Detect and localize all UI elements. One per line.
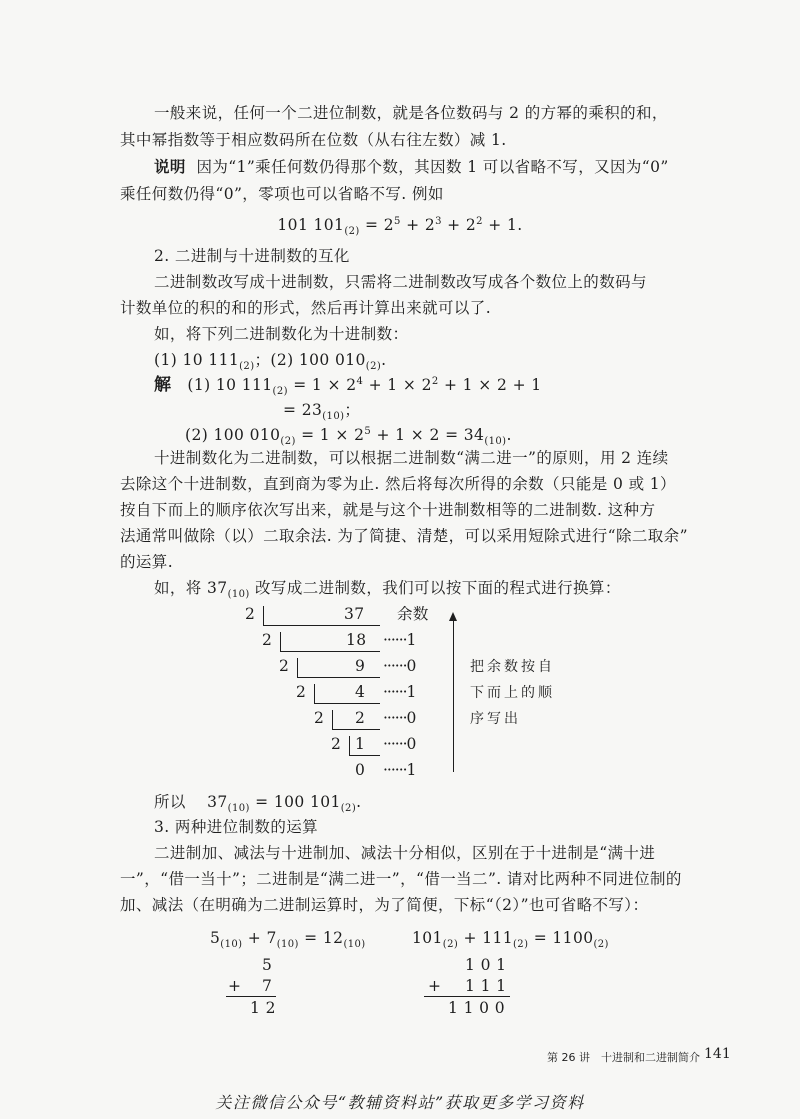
watermark-text: 关注微信公众号“教辅资料站”获取更多学习资料 xyxy=(215,1093,585,1112)
remainder: ······1 xyxy=(383,761,416,779)
quotient: 18 xyxy=(346,631,367,649)
chapter-footer: 第 26 讲 十进制和二进制简介 xyxy=(547,1051,700,1064)
plus-sign: + xyxy=(428,977,442,995)
solution-line: 解 (1) 10 $111_{(2)} = 1 \times 2^4 + 1 \times 2^2 + 1 \times 2 + 1$ xyxy=(154,375,542,398)
divisor: 2 xyxy=(262,631,273,649)
binary-sum: 1 1 0 0 xyxy=(448,999,506,1017)
quotient: 9 xyxy=(355,657,366,675)
divisor: 2 xyxy=(296,683,307,701)
arrow-note-line: 下而上的顺 xyxy=(470,685,555,701)
paragraph-line: 一般来说，任何一个二进位制数，就是各位数码与 2 的方幂的乘积的和， xyxy=(154,104,668,122)
quotient: 37 xyxy=(344,605,365,623)
remainder: ······0 xyxy=(383,709,416,727)
paragraph-line: 其中幂指数等于相应数码所在位数（从右往左数）减 1. xyxy=(120,131,507,149)
decimal-addition-equation: $5_{(10)} + 7_{(10)} = 12_{(10)}$ xyxy=(210,929,366,951)
sum-rule xyxy=(424,996,510,997)
paragraph-line: 一”，“借一当十”；二进制是“满二进一”，“借一当二”. 请对比两种不同进位制的 xyxy=(120,870,682,888)
paragraph-line: 法通常叫做除（以）二取余法. 为了简捷、清楚，可以采用短除式进行“除二取余” xyxy=(120,527,688,545)
decimal-addend-top: 5 xyxy=(262,956,273,974)
remainder: ······1 xyxy=(383,631,416,649)
remainder: ······1 xyxy=(383,683,416,701)
paragraph-line: 如，将下列二进制数化为十进制数： xyxy=(154,325,409,343)
binary-addend-bottom: 1 1 1 xyxy=(465,977,507,995)
result-line: 所以 $37_{(10)} = 100$ $101_{(2)}$. xyxy=(154,793,362,815)
divisor: 2 xyxy=(331,735,342,753)
solution-line: = $23_{(10)}$； xyxy=(283,401,361,423)
divisor: 2 xyxy=(314,709,325,727)
example-line: (1) 10 $111_{(2)}$；(2) 100 $010_{(2)}$. xyxy=(154,351,387,373)
note-line xyxy=(154,157,669,177)
quotient: 0 xyxy=(355,761,366,779)
remainder: ······0 xyxy=(383,657,416,675)
note-line: 乘任何数仍得“0”，零项也可以省略不写. 例如 xyxy=(120,185,444,203)
quotient: 1 xyxy=(355,735,366,753)
arrow-shaft xyxy=(453,620,454,772)
note-label: 说明 xyxy=(154,157,186,176)
divisor: 2 xyxy=(245,605,256,623)
remainder: ······0 xyxy=(383,735,416,753)
solution-line: (2) 100 $010_{(2)} = 1 \times 2^5 + 1 \times 2 = 34_{(10)}$. xyxy=(185,425,512,448)
section-heading: 3. 两种进位制数的运算 xyxy=(154,818,319,836)
paragraph-line: 按自下而上的顺序依次写出来，就是与这个十进制数相等的二进制数. 这种方 xyxy=(120,501,656,519)
paragraph-line: 计数单位的积的和的形式，然后再计算出来就可以了. xyxy=(120,299,492,317)
paragraph-line: 二进制加、减法与十进制加、减法十分相似，区别在于十进制是“满十进 xyxy=(154,844,656,862)
paragraph-line: 的运算. xyxy=(120,553,174,571)
remainder-header: 余数 xyxy=(397,605,429,623)
divisor: 2 xyxy=(279,657,290,675)
paragraph-line: 去除这个十进制数，直到商为零为止. 然后将每次所得的余数（只能是 0 或 1） xyxy=(120,475,676,493)
note-text: 因为“1”乘任何数仍得那个数，其因数 1 可以省略不写，又因为“0” xyxy=(196,158,669,176)
arrow-note-line: 把余数按自 xyxy=(470,659,555,675)
formula-binary-expansion: 101 $101_{(2)} = 2^5 + 2^3 + 2^2 + 1$. xyxy=(277,215,523,238)
binary-addend-top: 1 0 1 xyxy=(465,956,507,974)
quotient: 2 xyxy=(355,709,366,727)
sum-rule xyxy=(226,996,276,997)
page-number: 141 xyxy=(704,1046,731,1062)
example-line: 如，将 $37_{(10)}$ 改写成二进制数，我们可以按下面的程式进行换算： xyxy=(154,579,621,601)
paragraph-line: 十进制数化为二进制数，可以根据二进制数“满二进一”的原则，用 2 连续 xyxy=(154,449,669,467)
arrow-note-line: 序写出 xyxy=(470,711,521,727)
solution-label: 解 xyxy=(154,375,172,395)
paragraph-line: 加、减法（在明确为二进制运算时，为了简便，下标“（2）”也可省略不写）： xyxy=(120,896,649,914)
quotient: 4 xyxy=(355,683,366,701)
paragraph-line: 二进制数改写成十进制数，只需将二进制数改写成各个数位上的数码与 xyxy=(154,273,647,291)
section-heading: 2. 二进制与十进制数的互化 xyxy=(154,247,350,265)
decimal-sum: 1 2 xyxy=(250,999,276,1017)
decimal-addend-bottom: 7 xyxy=(262,977,273,995)
binary-addition-equation: $101_{(2)} + 111_{(2)} = 1100_{(2)}$ xyxy=(412,929,609,951)
plus-sign: + xyxy=(228,977,242,995)
